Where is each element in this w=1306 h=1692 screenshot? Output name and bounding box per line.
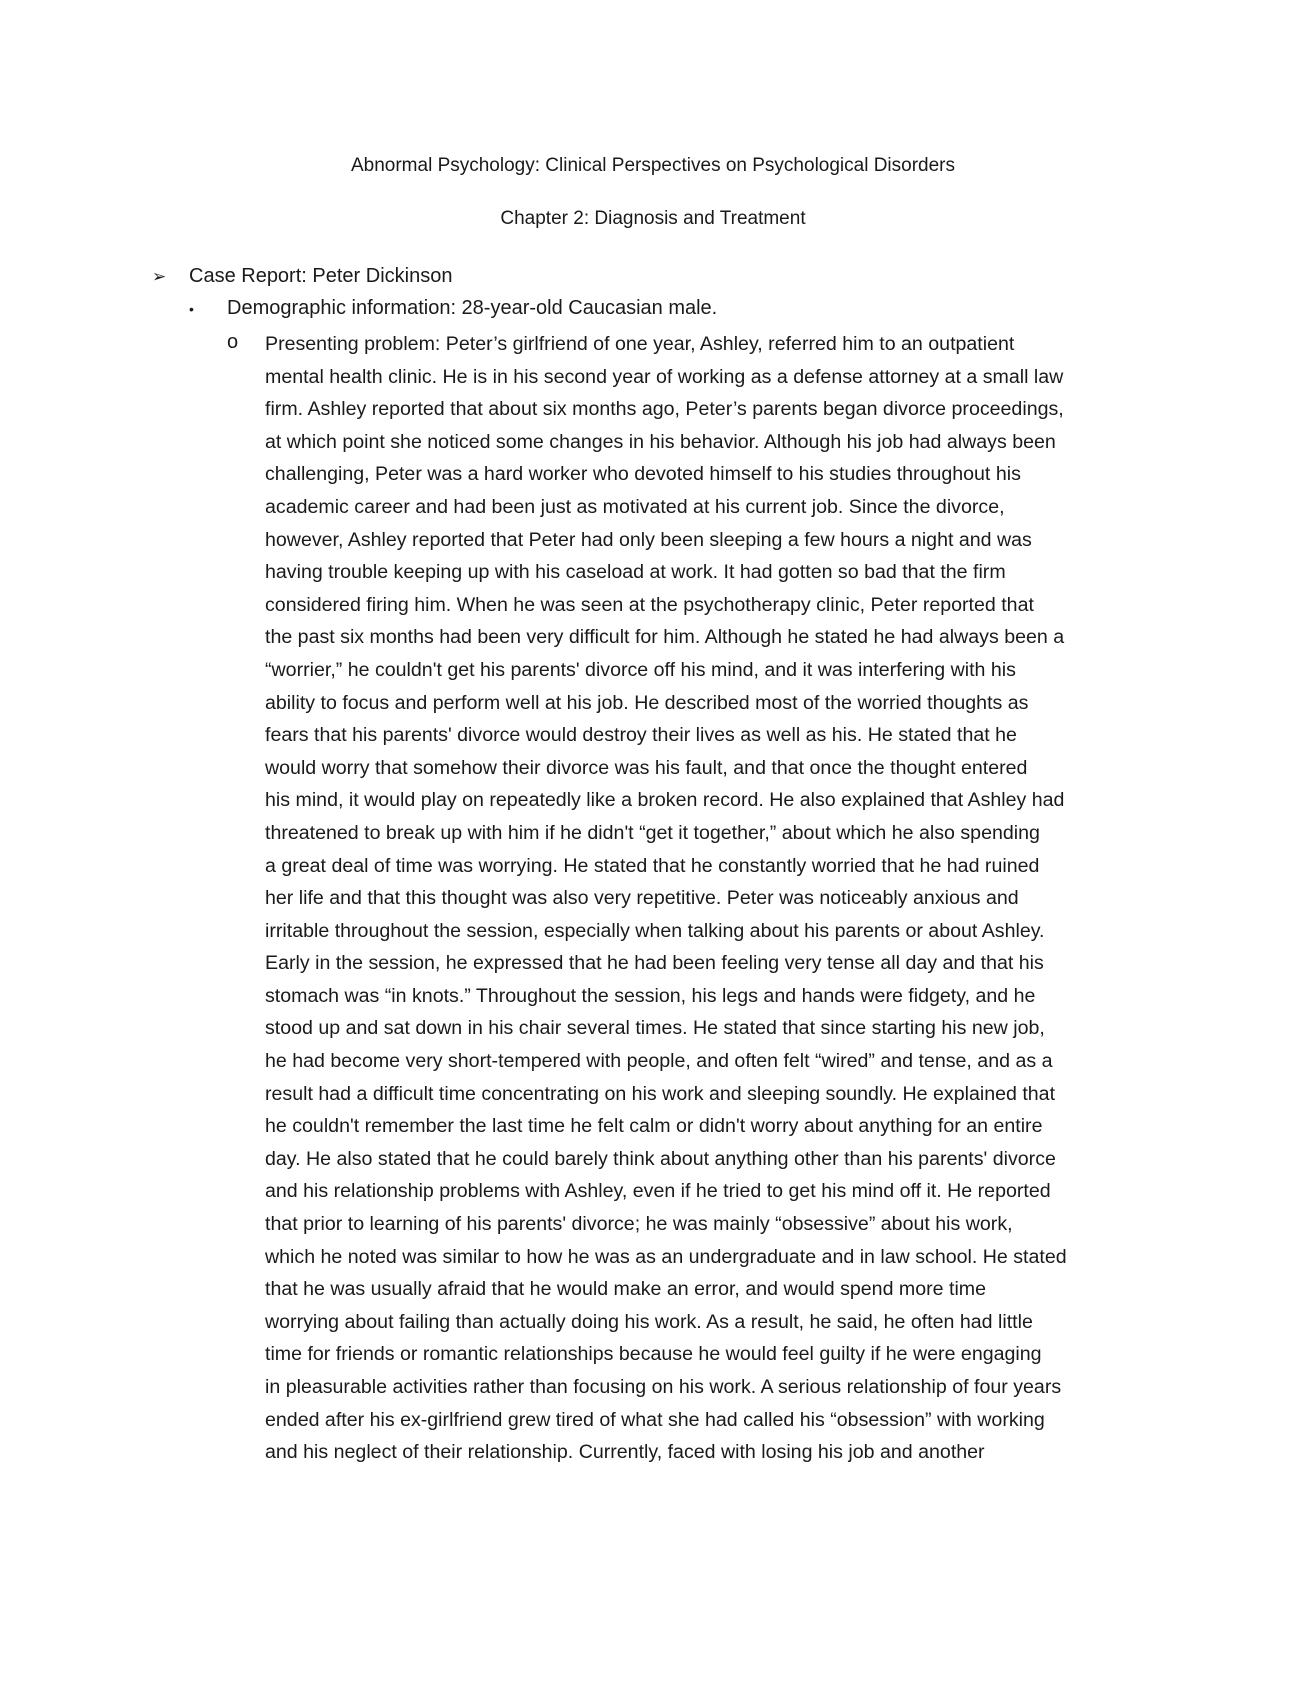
- paragraph-line: having trouble keeping up with his caseload at work. It had gotten so bad that the firm: [265, 561, 1006, 584]
- paragraph-line: Early in the session, he expressed that he had been feeling very tense all day and that his: [265, 952, 1044, 975]
- paragraph-line: he had become very short-tempered with people, and often felt “wired” and tense, and as a: [265, 1050, 1053, 1073]
- paragraph-line: Presenting problem: Peter’s girlfriend of one year, Ashley, referred him to an outpatient: [265, 333, 1015, 355]
- arrow-bullet-icon: ➢: [152, 267, 167, 286]
- paragraph-line: her life and that this thought was also very repetitive. Peter was noticeably anxious and: [265, 887, 1019, 910]
- paragraph-line: would worry that somehow their divorce was his fault, and that once the thought entered: [265, 756, 1028, 779]
- paragraph-line: his mind, it would play on repeatedly like a broken record. He also explained that Ashley had: [265, 789, 1065, 812]
- paragraph-line: “worrier,” he couldn't get his parents' divorce off his mind, and it was interfering with his: [265, 658, 1016, 681]
- paragraph-line: he couldn't remember the last time he felt calm or didn't worry about anything for an entire: [265, 1115, 1043, 1138]
- paragraph-line: ability to focus and perform well at his job. He described most of the worried thoughts as: [265, 691, 1029, 714]
- paragraph-line: that prior to learning of his parents' divorce; he was mainly “obsessive” about his work,: [265, 1213, 1013, 1236]
- paragraph-line: a great deal of time was worrying. He stated that he constantly worried that he had ruined: [265, 854, 1040, 877]
- paragraph-line: that he was usually afraid that he would make an error, and would spend more time: [265, 1278, 987, 1301]
- paragraph-line: fears that his parents' divorce would destroy their lives as well as his. He stated that he: [265, 724, 1017, 747]
- case-report-heading: Case Report: Peter Dickinson: [189, 265, 453, 287]
- paragraph-line: threatened to break up with him if he didn't “get it together,” about which he also spending: [265, 821, 1040, 844]
- paragraph-line: which he noted was similar to how he was as an undergraduate and in law school. He stated: [265, 1245, 1067, 1268]
- presenting-problem-paragraph: [265, 328, 1145, 1469]
- paragraph-line: ended after his ex-girlfriend grew tired of what she had called his “obsession” with working: [265, 1408, 1045, 1431]
- paragraph-line: at which point she noticed some changes in his behavior. Although his job had always been: [265, 430, 1056, 453]
- paragraph-line: worrying about failing than actually doing his work. As a result, he said, he often had little: [265, 1310, 1033, 1333]
- paragraph-line: firm. Ashley reported that about six months ago, Peter’s parents began divorce proceedings,: [265, 398, 1064, 421]
- chapter-heading: Chapter 2: Diagnosis and Treatment: [500, 208, 806, 229]
- paragraph-line: in pleasurable activities rather than focusing on his work. A serious relationship of four years: [265, 1376, 1062, 1398]
- paragraph-line: mental health clinic. He is in his second year of working as a defense attorney at a small law: [265, 365, 1064, 388]
- paragraph-line: considered firing him. When he was seen at the psychotherapy clinic, Peter reported that: [265, 593, 1034, 616]
- dot-bullet-icon: •: [189, 301, 194, 317]
- paragraph-line: the past six months had been very difficult for him. Although he stated he had always been a: [265, 626, 1065, 649]
- paragraph-line: stomach was “in knots.” Throughout the session, his legs and hands were fidgety, and he: [265, 984, 1036, 1007]
- paragraph-line: time for friends or romantic relationships because he would feel guilty if he were engaging: [265, 1343, 1042, 1366]
- paragraph-line: however, Ashley reported that Peter had only been sleeping a few hours a night and was: [265, 528, 1032, 551]
- paragraph-line: irritable throughout the session, especially when talking about his parents or about Ashley.: [265, 919, 1045, 942]
- document-title: Abnormal Psychology: Clinical Perspectives on Psychological Disorders: [350, 155, 956, 176]
- paragraph-line: stood up and sat down in his chair several times. He stated that since starting his new job,: [265, 1017, 1045, 1040]
- paragraph-line: and his neglect of their relationship. Currently, faced with losing his job and another: [265, 1441, 985, 1464]
- paragraph-line: day. He also stated that he could barely think about anything other than his parents' divorce: [265, 1147, 1056, 1170]
- paragraph-line: and his relationship problems with Ashley, even if he tried to get his mind off it. He reported: [265, 1180, 1051, 1203]
- paragraph-line: academic career and had been just as motivated at his current job. Since the divorce,: [265, 495, 1005, 518]
- demographic-info: Demographic information: 28-year-old Caucasian male.: [227, 297, 718, 319]
- circle-bullet-icon: o: [227, 331, 239, 353]
- paragraph-line: result had a difficult time concentrating on his work and sleeping soundly. He explained that: [265, 1082, 1056, 1105]
- paragraph-line: challenging, Peter was a hard worker who devoted himself to his studies throughout his: [265, 463, 1021, 486]
